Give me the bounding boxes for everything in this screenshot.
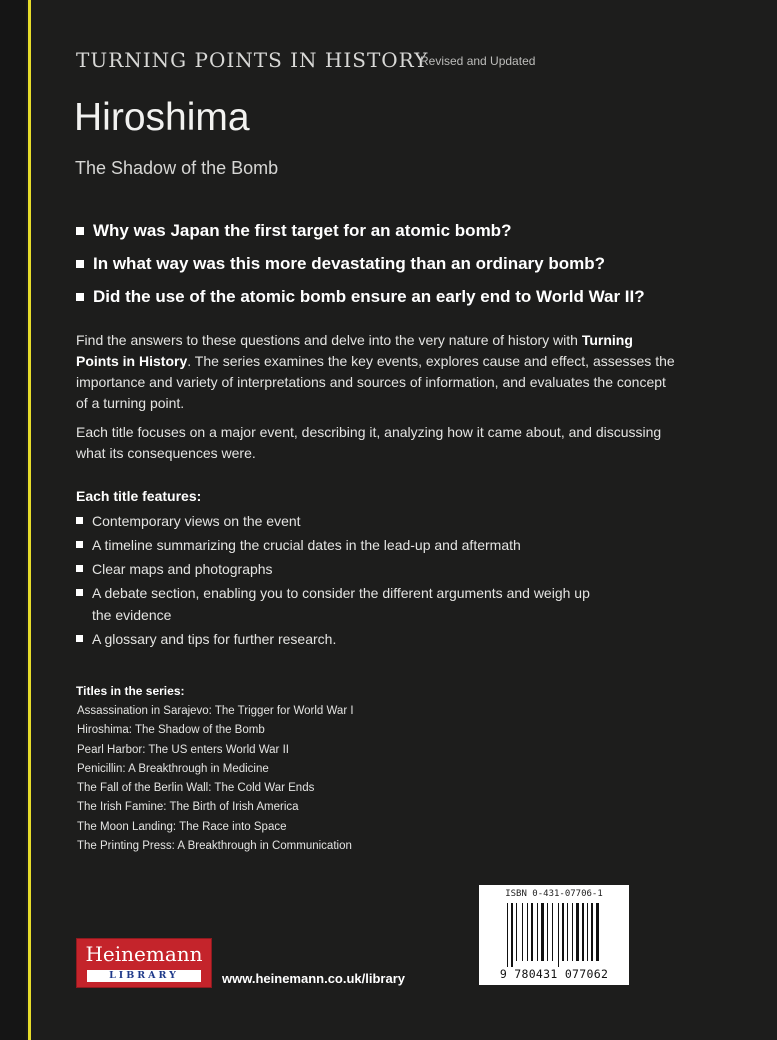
barcode-bar xyxy=(572,903,573,961)
question-item: Did the use of the atomic bomb ensure an early end to World War II? xyxy=(76,280,645,313)
barcode-bar xyxy=(522,903,523,961)
barcode-bar xyxy=(567,903,568,961)
barcode-bar xyxy=(547,903,548,961)
barcode-bar xyxy=(516,903,517,961)
feature-item: A debate section, enabling you to consider the different arguments and weigh up the evidence xyxy=(76,582,596,626)
feature-item: Clear maps and photographs xyxy=(76,558,596,580)
barcode-bar xyxy=(576,903,579,961)
feature-item: Contemporary views on the event xyxy=(76,510,596,532)
barcode-bar xyxy=(591,903,593,961)
barcode-bar xyxy=(552,903,553,961)
intro-text xyxy=(76,330,676,472)
question-item: Why was Japan the first target for an atomic bomb? xyxy=(76,214,645,247)
series-title-item: Hiroshima: The Shadow of the Bomb xyxy=(77,724,265,737)
ean-number: 9 780431 077062 xyxy=(499,967,609,981)
feature-item: A timeline summarizing the crucial dates in the lead-up and aftermath xyxy=(76,534,596,556)
isbn-number: ISBN 0-431-07706-1 xyxy=(505,889,603,899)
intro-paragraph-2: Each title focuses on a major event, describing it, analyzing how it came about, and discussing what its consequences were. xyxy=(76,424,662,461)
square-bullet-icon xyxy=(76,293,84,301)
barcode-bar xyxy=(507,903,508,967)
titles-heading: Titles in the series: xyxy=(76,684,185,698)
series-title-item: The Fall of the Berlin Wall: The Cold War Ends xyxy=(77,782,315,795)
series-title-item: Pearl Harbor: The US enters World War II xyxy=(77,743,289,756)
series-title-item: The Printing Press: A Breakthrough in Communication xyxy=(77,840,352,853)
barcode-bar xyxy=(537,903,538,961)
titles-list xyxy=(77,702,354,856)
publisher-imprint: LIBRARY xyxy=(87,970,201,982)
question-list xyxy=(76,214,645,313)
question-item: In what way was this more devastating than an ordinary bomb? xyxy=(76,247,645,280)
barcode-bar xyxy=(582,903,584,961)
features-list xyxy=(76,510,596,652)
barcode-bar xyxy=(558,903,559,967)
barcode-bars xyxy=(507,903,601,967)
series-title-item: The Moon Landing: The Race into Space xyxy=(77,820,287,833)
barcode-bar xyxy=(596,903,599,961)
square-bullet-icon xyxy=(76,227,84,235)
book-title: Hiroshima xyxy=(74,96,250,139)
square-bullet-icon xyxy=(76,260,84,268)
feature-item: A glossary and tips for further research. xyxy=(76,628,596,650)
square-bullet-icon xyxy=(76,565,83,572)
barcode-bar xyxy=(527,903,528,961)
spine-edge xyxy=(0,0,26,1040)
series-edition: Revised and Updated xyxy=(420,54,536,68)
square-bullet-icon xyxy=(76,517,83,524)
series-title-item: Penicillin: A Breakthrough in Medicine xyxy=(77,762,269,775)
square-bullet-icon xyxy=(76,541,83,548)
series-title: TURNING POINTS IN HISTORY xyxy=(76,48,429,72)
intro-paragraph-1: Find the answers to these questions and delve into the very nature of history with Turning Points in History. The series examines the key events, explores cause and effect, assesses the importance and variety of interpretations and sources of information, and evaluates the concept of a turning point. xyxy=(76,332,675,411)
barcode-bar xyxy=(587,903,588,961)
heinemann-library-logo xyxy=(76,938,212,988)
barcode-bar xyxy=(511,903,513,967)
barcode-bar xyxy=(541,903,544,961)
square-bullet-icon xyxy=(76,589,83,596)
barcode-bar xyxy=(531,903,533,961)
publisher-website: www.heinemann.co.uk/library xyxy=(222,971,406,986)
publisher-name: Heinemann xyxy=(85,942,203,966)
barcode-bar xyxy=(562,903,564,961)
series-title-item: The Irish Famine: The Birth of Irish America xyxy=(77,801,299,814)
series-title-item: Assassination in Sarajevo: The Trigger for World War I xyxy=(77,705,354,717)
book-subtitle: The Shadow of the Bomb xyxy=(75,158,279,178)
barcode xyxy=(479,885,629,985)
square-bullet-icon xyxy=(76,635,83,642)
features-heading: Each title features: xyxy=(76,488,202,504)
